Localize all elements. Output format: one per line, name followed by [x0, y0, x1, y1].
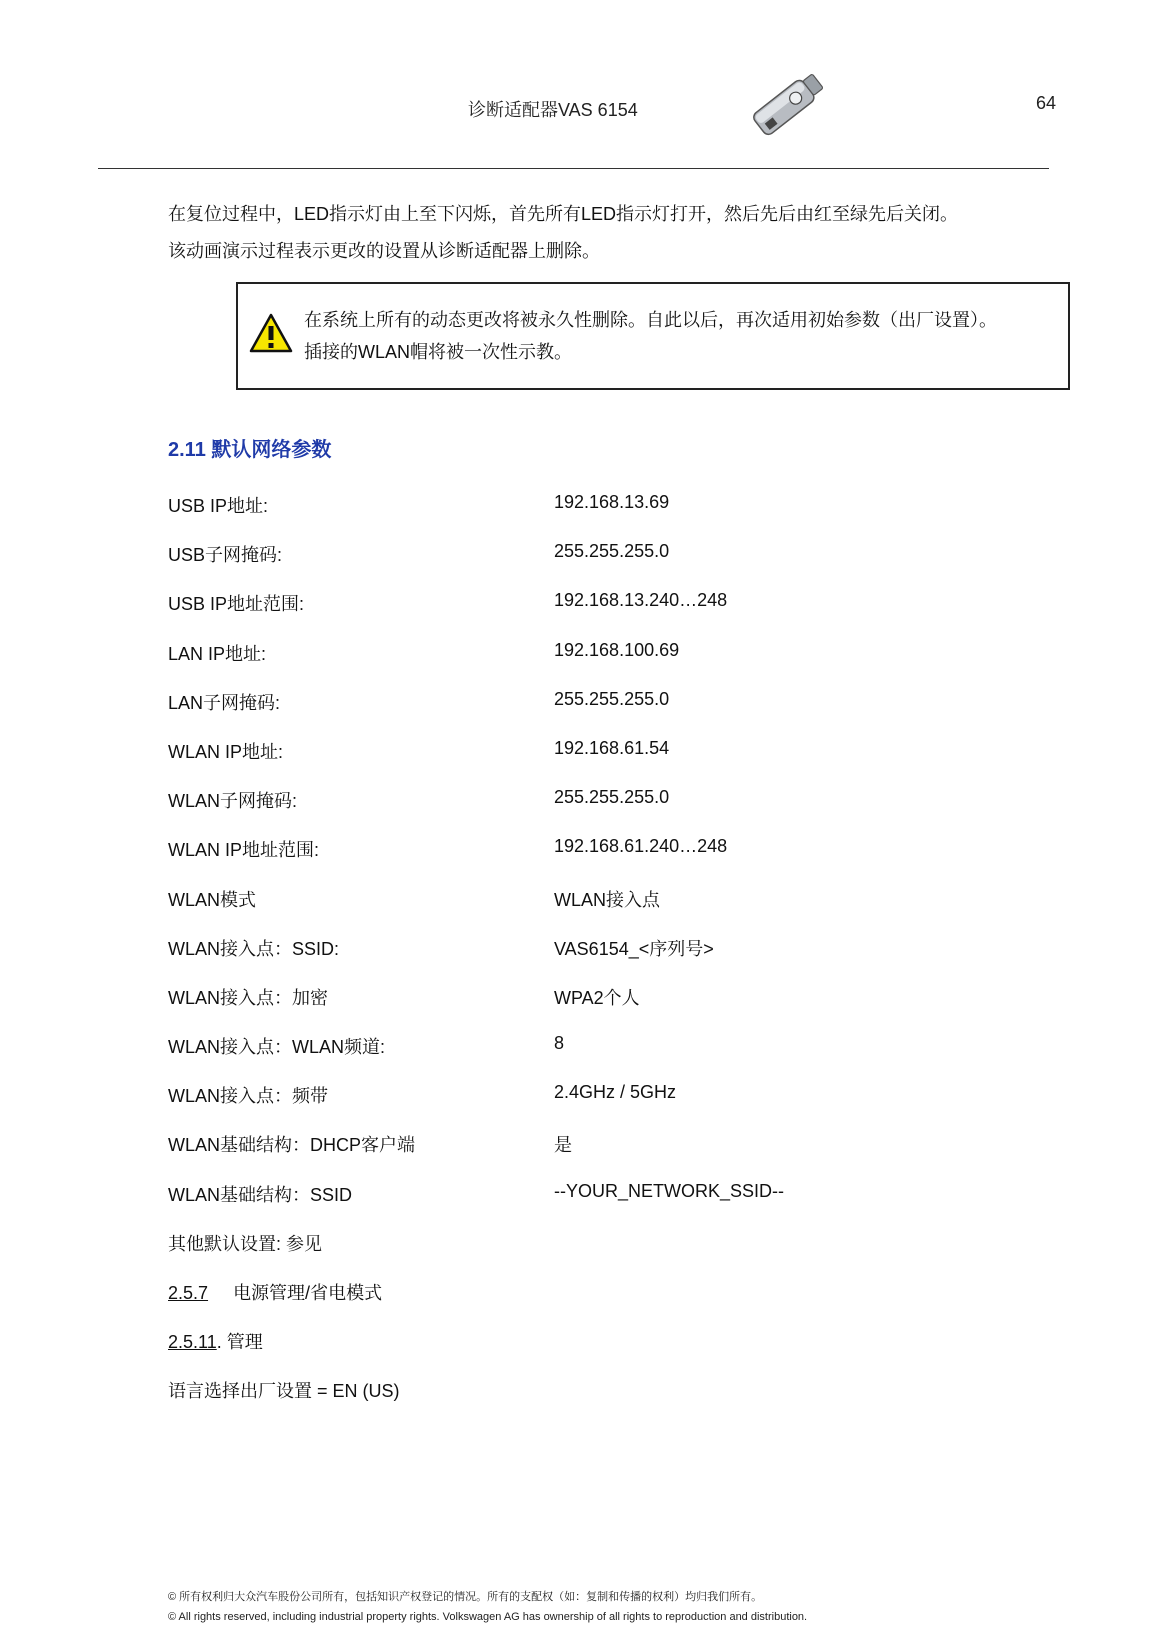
language-setting-text: 语言选择出厂设置 = EN (US): [168, 1381, 400, 1402]
warning-box: [236, 282, 1070, 390]
reference-line: [168, 1279, 1048, 1328]
param-row: [168, 1033, 1048, 1082]
param-label: WLAN接入点：WLAN频道:: [168, 1037, 386, 1058]
param-label: WLAN模式: [168, 889, 257, 910]
param-value: 192.168.61.240…248: [554, 836, 728, 857]
param-label: WLAN IP地址范围:: [168, 840, 320, 861]
reference-link[interactable]: [168, 1279, 382, 1305]
param-row: [168, 984, 1048, 1033]
param-row: [168, 492, 1048, 541]
section-title: 默认网络参数: [211, 439, 332, 461]
param-value: 192.168.13.69: [554, 492, 670, 512]
param-value: --YOUR_NETWORK_SSID--: [554, 1180, 785, 1201]
param-row: [168, 590, 1048, 639]
param-label: LAN IP地址:: [168, 643, 267, 664]
param-label: WLAN基础结构：SSID: [168, 1184, 353, 1205]
intro-paragraph: [168, 196, 958, 270]
document-title: 诊断适配器VAS 6154: [468, 100, 638, 120]
param-label: USB IP地址:: [168, 496, 269, 516]
intro-line: 该动画演示过程表示更改的设置从诊断适配器上删除。: [168, 241, 600, 261]
param-value: 是: [554, 1135, 572, 1156]
param-value: 255.255.255.0: [554, 541, 670, 562]
param-row: [168, 935, 1048, 984]
usb-diagnostic-adapter-icon: [738, 70, 830, 142]
param-row: [168, 640, 1048, 689]
param-label: USB子网掩码:: [168, 545, 283, 566]
reference-text: . 管理: [216, 1332, 263, 1353]
param-value: 2.4GHz / 5GHz: [554, 1082, 677, 1103]
page-number: 64: [1036, 93, 1057, 113]
param-row: [168, 1082, 1048, 1131]
param-row: [168, 787, 1048, 836]
warning-line: 在系统上所有的动态更改将被永久性删除。自此以后，再次适用初始参数（出厂设置）。: [304, 310, 997, 330]
intro-line: 在复位过程中，LED指示灯由上至下闪烁，首先所有LED指示灯打开，然后先后由红至绿先后关闭。: [168, 204, 959, 224]
reference-number[interactable]: 2.5.7: [168, 1283, 209, 1303]
param-label: WLAN接入点：加密: [168, 987, 329, 1008]
param-row: [168, 738, 1048, 787]
warning-line: 插接的WLAN帽将被一次性示教。: [304, 342, 573, 362]
param-value: WPA2个人: [554, 987, 640, 1008]
network-parameters-list: [168, 492, 1048, 1427]
param-label: LAN子网掩码:: [168, 692, 281, 713]
reference-line: [168, 1328, 1048, 1377]
warning-text: [304, 304, 997, 368]
param-value: 192.168.13.240…248: [554, 590, 728, 611]
param-label: WLAN接入点：SSID:: [168, 938, 340, 959]
header-divider: [98, 168, 1049, 169]
param-label: WLAN基础结构：DHCP客户端: [168, 1135, 416, 1156]
param-label: USB IP地址范围:: [168, 594, 305, 615]
param-value: VAS6154_<序列号>: [554, 938, 714, 959]
other-settings-text: 其他默认设置: 参见: [168, 1233, 323, 1254]
language-line: [168, 1377, 1048, 1426]
param-row: [168, 1131, 1048, 1180]
param-row: [168, 689, 1048, 738]
other-settings-line: [168, 1230, 1048, 1279]
warning-triangle-icon: [248, 312, 294, 354]
reference-number[interactable]: 2.5.11: [168, 1332, 217, 1353]
copyright-footer: [168, 1587, 807, 1627]
param-value: 255.255.255.0: [554, 787, 670, 808]
param-label: WLAN子网掩码:: [168, 791, 298, 812]
param-label: WLAN IP地址:: [168, 741, 284, 762]
param-row: [168, 541, 1048, 590]
reference-link[interactable]: [168, 1328, 263, 1354]
section-heading: [168, 433, 331, 462]
param-value: 192.168.100.69: [554, 639, 680, 660]
param-value: 192.168.61.54: [554, 737, 670, 758]
param-label: WLAN接入点：频带: [168, 1086, 329, 1107]
param-row: [168, 886, 1048, 935]
param-row: [168, 1181, 1048, 1230]
reference-text: 电源管理/省电模式: [233, 1283, 383, 1303]
copyright-line-en: © All rights reserved, including industrial property rights. Volkswagen AG has ownership of all rights to reproduction and distribution.: [168, 1611, 808, 1623]
section-number: 2.11: [168, 439, 206, 461]
param-value: 255.255.255.0: [554, 688, 670, 709]
param-row: [168, 836, 1048, 885]
param-value: WLAN接入点: [554, 889, 661, 910]
param-value: 8: [554, 1033, 565, 1054]
copyright-line-zh: © 所有权利归大众汽车股份公司所有，包括知识产权登记的情况。所有的支配权（如：复制和传播的权利）均归我们所有。: [168, 1591, 763, 1603]
